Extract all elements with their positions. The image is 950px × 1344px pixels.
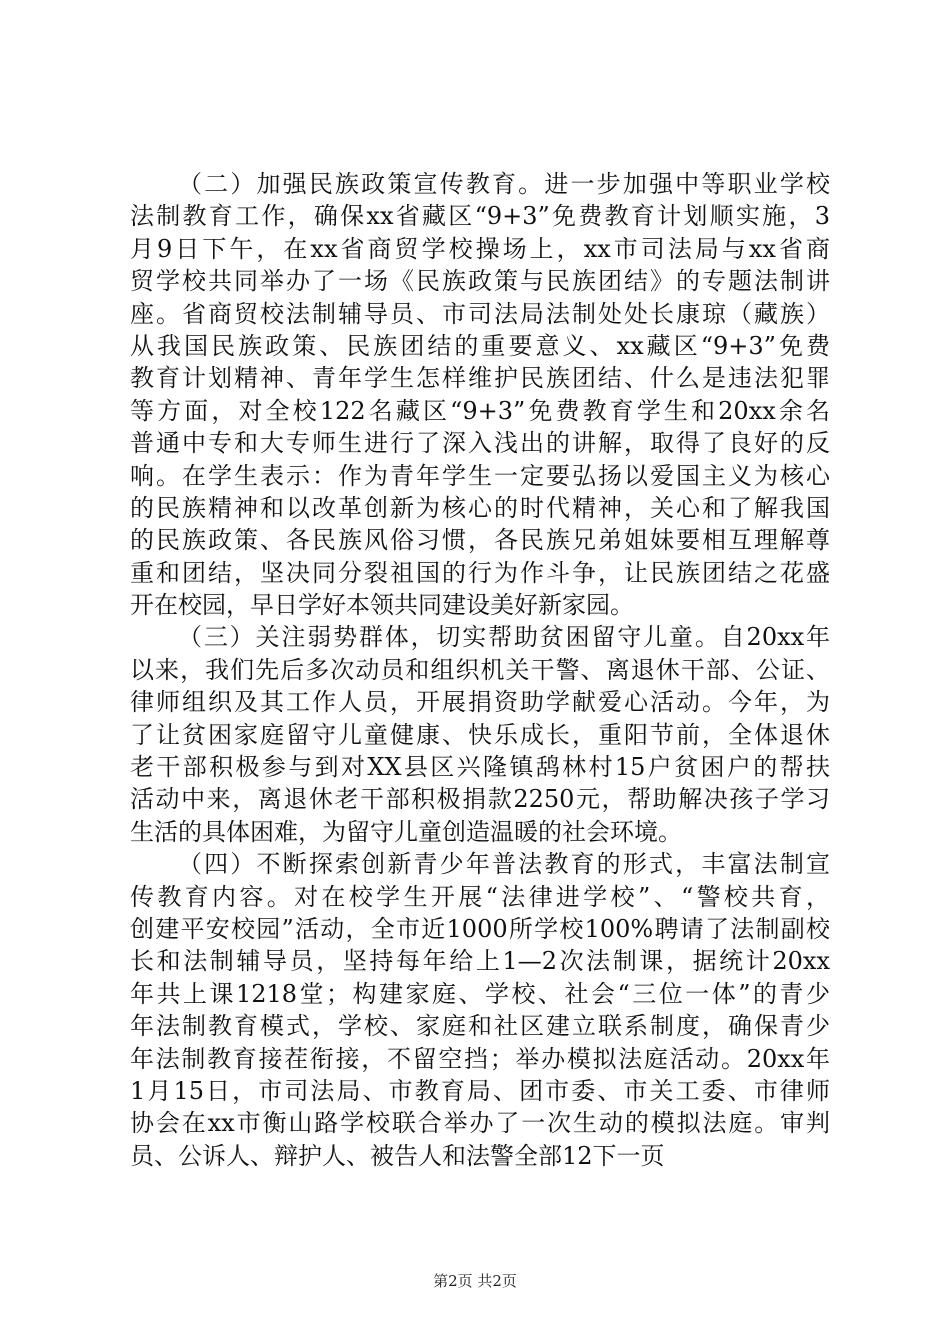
text-line: 贸学校共同举办了一场《民族政策与民族团结》的专题法制讲 — [130, 267, 830, 296]
text-line: 的民族精神和以改革创新为核心的时代精神，关心和了解我国 — [130, 493, 830, 522]
text-line: 活动中来，离退休老干部积极捐款2250元，帮助解决孩子学习 — [130, 785, 830, 814]
text-line: （二）加强民族政策宣传教育。进一步加强中等职业学校 — [178, 170, 830, 198]
text-line: 座。省商贸校法制辅导员、市司法局法制处处长康琼（藏族） — [130, 299, 830, 328]
text-line: 月9日下午，在xx省商贸学校操场上，xx市司法局与xx省商 — [130, 234, 830, 263]
text-line: 1月15日，市司法局、市教育局、团市委、市关工委、市律师 — [130, 1076, 830, 1105]
text-line: 年法制教育接茬衔接，不留空挡；举办模拟法庭活动。20xx年 — [130, 1044, 830, 1073]
text-line: 重和团结，坚决同分裂祖国的行为作斗争，让民族团结之花盛 — [130, 558, 830, 587]
text-line: （三）关注弱势群体，切实帮助贫困留守儿童。自20xx年 — [178, 623, 830, 652]
text-line: 年共上课1218堂；构建家庭、学校、社会“三位一体”的青少 — [130, 979, 830, 1008]
text-line: 传教育内容。对在校学生开展“法律进学校”、“警校共育， — [130, 882, 830, 911]
text-line: 等方面，对全校122名藏区“9+3”免费教育学生和20xx余名 — [130, 396, 830, 425]
text-line: 从我国民族政策、民族团结的重要意义、xx藏区“9+3”免费 — [130, 331, 830, 360]
text-line: 响。在学生表示：作为青年学生一定要弘扬以爱国主义为核心 — [130, 461, 830, 490]
text-line: 创建平安校园”活动，全市近1000所学校100%聘请了法制副校 — [130, 914, 830, 943]
text-line: 老干部积极参与到对XX县区兴隆镇鸹林村15户贫困户的帮扶 — [130, 753, 830, 782]
text-line: 法制教育工作，确保xx省藏区“9+3”免费教育计划顺实施，3 — [130, 202, 830, 231]
text-line: 年法制教育模式，学校、家庭和社区建立联系制度，确保青少 — [130, 1012, 830, 1041]
text-line: 律师组织及其工作人员，开展捐资助学献爱心活动。今年，为 — [130, 688, 830, 717]
text-line: 员、公诉人、辩护人、被告人和法警全部12下一页 — [130, 1141, 665, 1170]
document-body — [130, 168, 830, 1172]
text-line: 以来，我们先后多次动员和组织机关干警、离退休干部、公证、 — [130, 655, 830, 684]
text-line: 开在校园，早日学好本领共同建设美好新家园。 — [130, 591, 634, 620]
text-line: 了让贫困家庭留守儿童健康、快乐成长，重阳节前，全体退休 — [130, 720, 830, 749]
text-line: 普通中专和大专师生进行了深入浅出的讲解，取得了良好的反 — [130, 429, 830, 458]
page-footer: 第2页 共2页 — [433, 1272, 517, 1290]
text-line: 协会在xx市衡山路学校联合举办了一次生动的模拟法庭。审判 — [130, 1109, 830, 1138]
text-line: （四）不断探索创新青少年普法教育的形式，丰富法制宣 — [178, 850, 830, 879]
text-line: 教育计划精神、青年学生怎样维护民族团结、什么是违法犯罪 — [130, 364, 830, 393]
text-line: 长和法制辅导员，坚持每年给上1—2次法制课，据统计20xx — [130, 947, 830, 976]
text-line: 的民族政策、各民族风俗习惯，各民族兄弟姐妹要相互理解尊 — [130, 526, 830, 555]
text-line: 生活的具体困难，为留守儿童创造温暖的社会环境。 — [130, 817, 682, 846]
